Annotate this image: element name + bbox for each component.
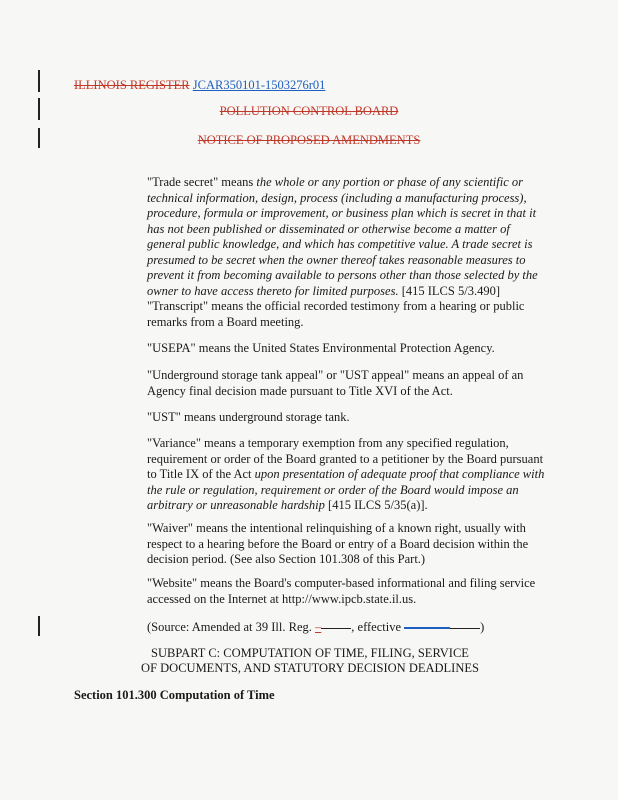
- source-note: (Source: Amended at 39 Ill. Reg. – , effective ): [147, 620, 485, 634]
- board-title: POLLUTION CONTROL BOARD: [219, 104, 399, 118]
- definition-waiver: "Waiver" means the intentional relinquishing of a known right, usually with respect to a hearing before the Board or entry of a Board decision within the decision period. (See also Section 101.308 of this Part.): [147, 521, 529, 566]
- definition-website: "Website" means the Board's computer-based informational and filing service accessed on the Internet at http://www.ipcb.state.il.us.: [147, 576, 536, 606]
- definition-ust-appeal: "Underground storage tank appeal" or "UST appeal" means an appeal of an Agency final decision made pursuant to Title XVI of the Act.: [147, 368, 524, 398]
- blank-line: [450, 628, 480, 629]
- struck-blank: –: [315, 620, 322, 634]
- inserted-header: JCAR350101-1503276r01: [192, 78, 326, 92]
- inserted-blank: [404, 627, 450, 629]
- notice-title: NOTICE OF PROPOSED AMENDMENTS: [197, 133, 421, 147]
- change-bar: [38, 70, 40, 92]
- register-header: [74, 78, 325, 93]
- definition-ust: "UST" means underground storage tank.: [147, 410, 350, 424]
- definition-variance: "Variance" means a temporary exemption from any specified regulation, requirement or order of the Board granted to a petitioner by the Board pursuant to Title IX of the Act upon presentation of adequate proof that compliance with the rule or regulation, requirement or order of the Board would impose an arbitrary or unreasonable hardship [415 ILCS 5/35(a)].: [147, 436, 545, 512]
- definition-usepa: "USEPA" means the United States Environmental Protection Agency.: [147, 341, 495, 355]
- section-heading: Section 101.300 Computation of Time: [74, 688, 275, 702]
- subpart-heading: SUBPART C: COMPUTATION OF TIME, FILING, SERVICE OF DOCUMENTS, AND STATUTORY DECISION DEADLINES: [141, 646, 479, 675]
- blank-line: [321, 628, 351, 629]
- change-bar: [38, 616, 40, 636]
- struck-header: ILLINOIS REGISTER: [74, 78, 190, 92]
- definition-trade-secret: "Trade secret" means the whole or any portion or phase of any scientific or technical information, design, process (including a manufacturing process), procedure, formula or improvement, or business plan which is secret in that it has not been published or disseminated or otherwise become a matter of general public knowledge, and which has competitive value. A trade secret is presumed to be secret when the owner thereof takes reasonable measures to prevent it from becoming available to persons other than those selected by the owner to have access thereto for limited purposes. [415 ILCS 5/3.490]: [147, 175, 538, 298]
- definition-transcript: "Transcript" means the official recorded testimony from a hearing or public remarks from a Board meeting.: [147, 299, 525, 329]
